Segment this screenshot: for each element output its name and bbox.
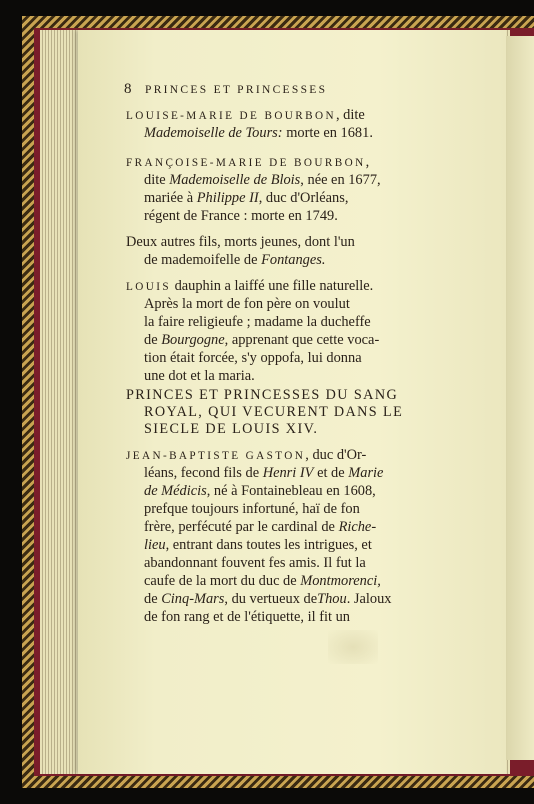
text-line: de fon rang et de l'étiquette, il fit un xyxy=(144,609,350,625)
text-line: Deux autres fils, morts jeunes, dont l'un xyxy=(126,234,355,250)
running-head: PRINCES ET PRINCESSES xyxy=(145,84,328,96)
text-line: JEAN-BAPTISTE GASTON, duc d'Or- xyxy=(126,447,367,463)
text-line: Mademoiselle de Tours: morte en 1681. xyxy=(144,125,373,141)
text-line: de Cinq-Mars, du vertueux deThou. Jaloux xyxy=(144,591,392,607)
text-line: LOUISE-MARIE DE BOURBON, dite xyxy=(126,107,365,123)
text-line: frère, perfécuté par le cardinal de Riche- xyxy=(144,519,377,535)
text-line: prefque toujours infortuné, haï de fon xyxy=(144,501,360,517)
text-line: régent de France : morte en 1749. xyxy=(144,208,338,224)
text-line: tion était forcée, s'y oppofa, lui donna xyxy=(144,350,362,366)
text-line: la faire religieufe ; madame la ducheffe xyxy=(144,314,371,330)
section-heading: SIECLE DE LOUIS XIV. xyxy=(144,421,319,437)
text-line: de mademoifelle de Fontanges. xyxy=(144,252,326,268)
text-line: lieu, entrant dans toutes les intrigues, et xyxy=(144,537,372,553)
book-page xyxy=(78,30,506,774)
text-line: de Bourgogne, apprenant que cette voca- xyxy=(144,332,380,348)
text-line: léans, fecond fils de Henri IV et de Marie xyxy=(144,465,384,481)
text-line: Après la mort de fon père on voulut xyxy=(144,296,350,312)
section-heading: ROYAL, QUI VECURENT DANS LE xyxy=(144,404,404,420)
section-heading: PRINCES ET PRINCESSES DU SANG xyxy=(126,387,399,403)
text-line: une dot et la maria. xyxy=(144,368,255,384)
text-line: LOUIS dauphin a laiffé une fille naturelle. xyxy=(126,278,374,294)
text-line: mariée à Philippe II, duc d'Orléans, xyxy=(144,190,349,206)
page-number: 8 xyxy=(124,81,132,97)
text-line: dite Mademoiselle de Blois, née en 1677, xyxy=(144,172,381,188)
text-line: de Médicis, né à Fontainebleau en 1608, xyxy=(144,483,376,499)
text-line: caufe de la mort du duc de Montmorenci, xyxy=(144,573,381,589)
text-line: FRANÇOISE-MARIE DE BOURBON, xyxy=(126,154,370,170)
text-line: abandonnant fouvent fes amis. Il fut la xyxy=(144,555,366,571)
ink-smudge xyxy=(328,630,378,664)
